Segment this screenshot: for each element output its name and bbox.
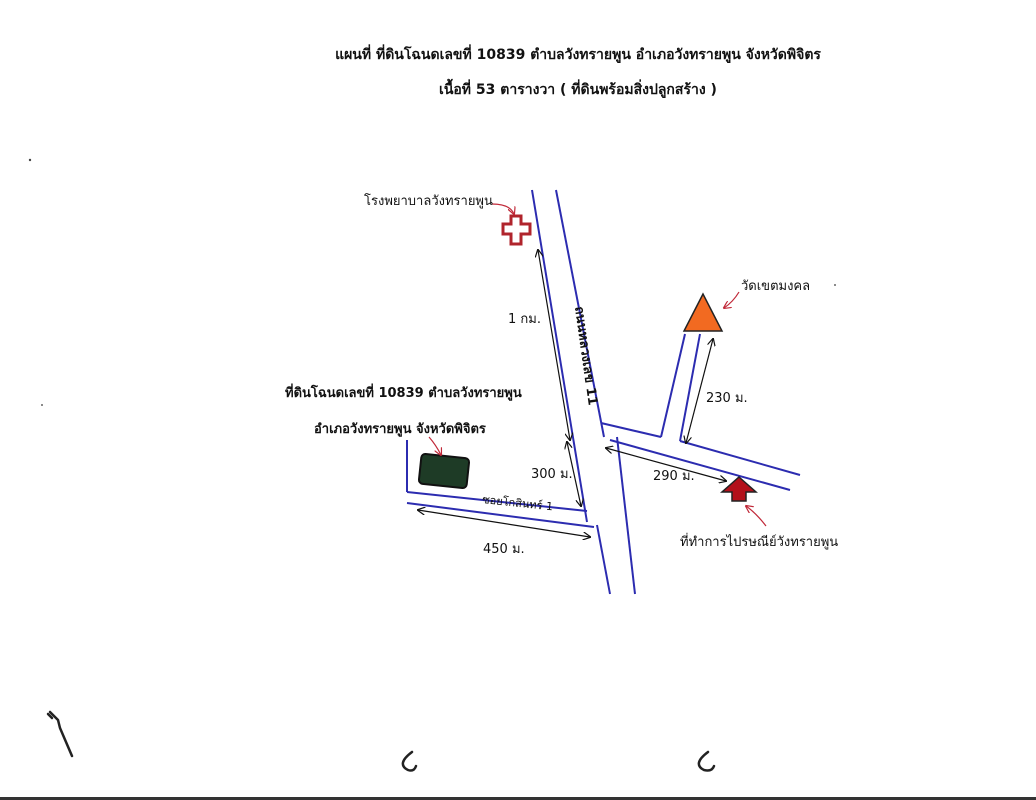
distance-1km: 1 กม.: [508, 312, 541, 327]
map-subtitle: เนื้อที่ 53 ตารางวา ( ที่ดินพร้อมสิ่งปลูกสร้าง ): [439, 82, 717, 98]
plot-label-line1: ที่ดินโฉนดเลขที่ 10839 ตำบลวังทรายพูน: [285, 386, 522, 401]
temple-road: [661, 334, 700, 441]
distance-230m: 230 ม.: [706, 391, 748, 406]
distance-300m: 300 ม.: [531, 467, 573, 482]
distance-450m: 450 ม.: [483, 542, 525, 557]
hospital-label: โรงพยาบาลวังทรายพูน: [364, 194, 493, 209]
temple-pointer: [724, 292, 739, 308]
scan-marks: [48, 712, 714, 771]
east-road: [601, 423, 800, 490]
temple-triangle-icon: [684, 294, 722, 331]
land-plot-marker: [419, 454, 470, 489]
dim-1km: [538, 250, 570, 440]
soi-road-label: ซอยโกสินทร์ 1: [481, 493, 554, 514]
hospital-pointer: [492, 204, 514, 214]
main-road-label: ถนนหลวงเลข 11: [571, 305, 600, 407]
temple-label: วัดเขตมงคล: [741, 279, 811, 294]
post-pointer: [746, 506, 766, 526]
post-office-label: ที่ทำการไปรษณีย์วังทรายพูน: [680, 535, 839, 550]
map-title: แผนที่ ที่ดินโฉนดเลขที่ 10839 ตำบลวังทรายพูน อำเภอวังทรายพูน จังหวัดพิจิตร: [335, 47, 821, 63]
hospital-cross-icon: [503, 216, 530, 244]
distance-290m: 290 ม.: [653, 469, 695, 484]
post-office-arrow-icon: [722, 477, 756, 501]
plot-pointer: [429, 437, 441, 455]
plot-label-line2: อำเภอวังทรายพูน จังหวัดพิจิตร: [314, 422, 486, 437]
